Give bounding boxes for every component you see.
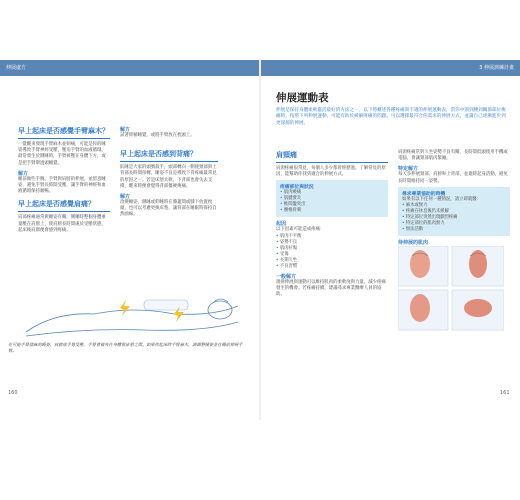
muscle-anatomy-illustration — [398, 246, 504, 332]
left-col2 — [120, 126, 218, 219]
list-item: • 無法活動 — [402, 227, 506, 233]
info-box — [276, 180, 388, 217]
question-title: 早上起床是否感覺肩痛？ — [18, 200, 95, 209]
list-item: • 肌肉痠痛 — [280, 190, 384, 196]
list-item: • 椎間盤突出 — [280, 202, 384, 208]
body-text: 一覺醒來發現手臂麻木並刺痛，可能是你的睡姿導致手臂神經受壓，壓迫手臂的血液循環。最常發生於側睡時，手臂被壓在身體下方，或是把手臂舉過頭睡覺。 — [18, 142, 106, 166]
bullet-list — [280, 190, 384, 214]
question-title: 早上起床是否感到背痛？ — [120, 150, 197, 159]
fix-label: 解方 — [18, 170, 29, 177]
body-text: 規律伸展與運動可以維持肌肉的柔軟度與力量，減少疼痛發生的機會。若疼痛持續，建議尋求專業醫療人員的協助。 — [276, 279, 386, 298]
right-col2 — [398, 150, 510, 336]
divider — [120, 161, 218, 162]
fix-body: 睡前做些手腕、手臂與肩膀的伸展，並留意睡姿，避免手臂長時間受壓，讓手臂的神經和血液循環保持順暢。 — [18, 176, 106, 195]
box-label: 疼痛部位與狀況 — [280, 185, 314, 191]
list-item: • 肌肉拉傷 — [276, 246, 388, 252]
fix-body: 每天多伸展頸部、肩膀和上背部，並適時起身活動，避免長時間維持同一姿勢。 — [398, 172, 508, 184]
list-item: • 不良習慣 — [276, 264, 388, 270]
right-header: 3 伸展訓練計畫 — [260, 60, 520, 76]
right-col1 — [276, 150, 388, 298]
sleeping-person-illustration — [24, 292, 244, 340]
box-label: 起因 — [276, 221, 287, 228]
fix-body: 改變睡姿，側睡或仰睡時在膝蓋間或膝下放置枕頭，也可以考慮更換床墊，讓背部在睡眠時保持自然曲線。 — [120, 200, 217, 218]
left-col1 — [18, 126, 110, 234]
list-item: • 姿勢不良 — [276, 240, 388, 246]
bullet-list — [276, 234, 388, 270]
question-title: 早上起床是否感覺手臂麻木？ — [18, 127, 109, 135]
left-page-number: 160 — [8, 390, 18, 396]
list-item: • 腰椎骨刺 — [280, 208, 384, 214]
list-item: • 長期久坐 — [276, 258, 388, 264]
section-heading: 肩頸痛 — [276, 150, 297, 159]
body-text: 肩頸疼痛常與久坐姿勢不良有關，長時間低頭使用手機或電腦，會讓頸部肌肉緊繃。 — [398, 150, 508, 162]
figure-caption: 在可能手臂發麻的睡姿，肩膀或手臂受壓，手臂會被夾在身體與床墊之間。如果你起床時手臂麻木，請調整睡姿並在睡前伸展手臂。 — [8, 342, 243, 353]
body-text: 肩部疼痛通常與睡姿有關，側睡時整個身體重量壓在肩膀上，使肩膀長時間處於受壓狀態，起床後肩膀便會感到疼痛。 — [18, 215, 106, 233]
fix-label: 解方 — [120, 127, 131, 133]
bullet-list — [402, 203, 506, 233]
divider — [276, 162, 388, 163]
box-intro: 如果有以下任何一種情況，請立即就醫： — [402, 196, 482, 202]
box-label: 尋求專業協助的時機 — [402, 191, 446, 197]
body-text: 趴睡是大家的頭號殺手，頭部轉向一側使頸部與上背部長時間扭轉，睡姿不良是導致下背疼痛最常見的原因之一。若是床墊太軟，下背部也會失去支撐，醒來時便會覺得背部僵硬痠痛。 — [120, 165, 217, 189]
left-header: 伸展處方 — [0, 60, 260, 76]
box-label: 待伸展的肌肉 — [398, 240, 429, 247]
page-title: 伸展運動表 — [276, 92, 329, 104]
list-item: • 麻木或無力 — [402, 203, 506, 209]
divider — [18, 211, 110, 212]
fix-label: 特定解方 — [398, 166, 419, 173]
right-page-number: 161 — [500, 390, 510, 396]
box-label: 一般解方 — [276, 273, 297, 280]
divider — [18, 138, 110, 139]
box-intro: 以下因素可能造成疼痛： — [276, 227, 325, 233]
list-item: • 特定部位突然出現劇烈疼痛 — [402, 215, 506, 221]
list-item: • 肌腱發炎 — [280, 196, 384, 202]
list-item: • 疼痛在休息後仍未緩解 — [402, 209, 506, 215]
intro-text: 伸展是保持身體柔軟靈活最好的方法之一。以下將概述各種疼痛與不適的伸展運動表，當你中頸到腰到關節部位痠痛時，按照下列伸展運動，可能有助於緩解疼痛的問題。可以選擇最符合你需求的伸展方式，並讓自己逐漸進步到更深層的伸展。 — [276, 108, 506, 126]
gutter — [259, 60, 261, 420]
list-item: • 受傷 — [276, 252, 388, 258]
fix-label: 解方 — [120, 194, 131, 201]
info-box — [398, 187, 510, 236]
fix-body: 試著仰躺睡覺，或將手臂放在枕頭上。 — [120, 133, 195, 138]
section-intro: 肩頸疼痛很常見，每個人多少都曾經歷過。了解常見的原因，能幫助你找到適合的伸展方式。 — [276, 166, 386, 178]
list-item: • 肌肉不平衡 — [276, 234, 388, 240]
list-item: • 特定部位的肌肉無力 — [402, 221, 506, 227]
